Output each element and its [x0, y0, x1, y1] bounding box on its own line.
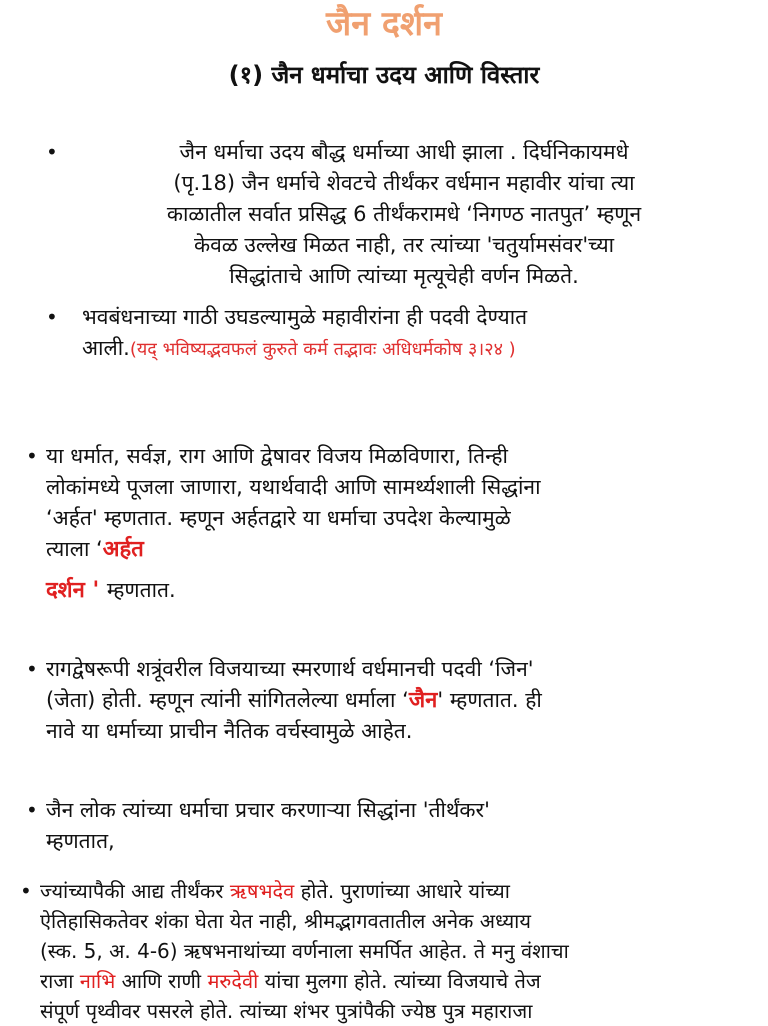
paragraph-6	[40, 876, 760, 1026]
highlight-marudevi: मरुदेवी	[207, 969, 259, 993]
paragraph-6-text: ज्यांच्यापैकी आद्य तीर्थंकर	[40, 879, 230, 903]
highlight-jain: जैन	[408, 688, 438, 713]
bullet-marker: •	[20, 879, 32, 903]
paragraph-4-line-3: नावे या धर्माच्या प्राचीन नैतिक वर्चस्वामुळे आहेत.	[46, 719, 413, 743]
paragraph-3-line-1: या धर्मात, सर्वज्ञ, राग आणि द्वेषावर विजय मिळविणारा, तिन्ही	[46, 444, 508, 468]
paragraph-1-line-2: (पृ.18) जैन धर्माचे शेवटचे तीर्थंकर वर्धमान महावीर यांचा त्या	[173, 171, 635, 195]
paragraph-3-line-5	[46, 575, 756, 606]
paragraph-5-line-2: म्हणतात,	[46, 829, 115, 853]
paragraph-2-line-1: भवबंधनाच्या गाठी उघडल्यामुळे महावीरांना ही पदवी देण्यात	[82, 305, 528, 329]
paragraph-3-line-2: लोकांमध्ये पूजला जाणारा, यथार्थवादी आणि सामर्थ्यशाली सिद्धांना	[46, 475, 541, 499]
paragraph-1	[64, 137, 744, 292]
highlight-darshan: दर्शन	[46, 578, 85, 603]
bullet-marker: •	[26, 657, 38, 681]
paragraph-4	[46, 654, 756, 747]
paragraph-4-text: ' म्हणतात. ही	[437, 688, 542, 712]
paragraph-1-line-4: केवळ उल्लेख मिळत नाही, तर त्यांच्या 'चतुर्यामसंवर'च्या	[193, 233, 615, 257]
bullet-marker: •	[46, 305, 58, 329]
paragraph-4-line-1: रागद्वेषरूपी शत्रूंवरील विजयाच्या स्मरणार्थ वर्धमानची पदवी ‘जिन'	[46, 657, 534, 681]
paragraph-2-line-2	[82, 333, 752, 365]
paragraph-3-line-4	[46, 534, 756, 565]
paragraph-6-line-1	[40, 876, 760, 906]
paragraph-6-line-5: संपूर्ण पृथ्वीवर पसरले होते. त्यांच्या शंभर पुत्रांपैकी ज्येष्ठ पुत्र महाराजा	[40, 999, 533, 1023]
paragraph-3-text: त्याला ‘	[46, 537, 103, 561]
paragraph-5	[46, 795, 756, 857]
paragraph-3-text: म्हणतात.	[106, 578, 176, 602]
paragraph-4-line-2	[46, 685, 756, 716]
highlight-nabhi: नाभि	[79, 969, 116, 993]
paragraph-6-text: यांचा मुलगा होते. त्यांच्या विजयाचे तेज	[258, 969, 541, 993]
paragraph-2-text: आली.	[82, 336, 130, 360]
page-title: जैन दर्शन	[326, 4, 442, 44]
paragraph-1-line-5: सिद्धांताचे आणि त्यांच्या मृत्यूचेही वर्णन मिळते.	[229, 264, 579, 288]
highlight-arhat: अर्हत	[102, 537, 144, 562]
paragraph-5-line-1: जैन लोक त्यांच्या धर्माचा प्रचार करणाऱ्या सिद्धांना 'तीर्थंकर'	[46, 798, 490, 822]
paragraph-1-line-1: जैन धर्माचा उदय बौद्ध धर्माच्या आधी झाला . दिर्घनिकायमधे	[179, 140, 629, 164]
highlight-rishabhdev: ऋषभदेव	[229, 879, 295, 903]
bullet-marker: •	[46, 140, 58, 164]
paragraph-1-line-3: काळातील सर्वात प्रसिद्ध 6 तीर्थंकरामधे ‘निगण्ठ नातपुत’ म्हणून	[166, 202, 642, 226]
paragraph-6-text: राजा	[40, 969, 80, 993]
closing-quote: '	[84, 578, 107, 603]
page-subtitle: (१) जैन धर्माचा उदय आणि विस्तार	[228, 61, 540, 89]
paragraph-6-line-3: (स्क. 5, अ. 4-6) ऋषभनाथांच्या वर्णनाला समर्पित आहेत. ते मनु वंशाचा	[40, 939, 569, 963]
paragraph-2	[82, 302, 752, 365]
paragraph-3	[46, 441, 756, 606]
bullet-marker: •	[26, 798, 38, 822]
scripture-reference: (यद् भविष्यद्भवफलं कुरुते कर्म तद्भावः अधिधर्मकोष ३।२४ )	[129, 339, 516, 360]
paragraph-6-line-4	[40, 966, 760, 996]
paragraph-6-line-2: ऐतिहासिकतेवर शंका घेता येत नाही, श्रीमद्भागवतातील अनेक अध्याय	[40, 909, 531, 933]
paragraph-4-text: (जेता) होती. म्हणून त्यांनी सांगितलेल्या धर्माला ‘	[46, 688, 409, 712]
paragraph-3-line-3: ‘अर्हत' म्हणतात. म्हणून अर्हतद्वारे या धर्माचा उपदेश केल्यामुळे	[46, 506, 511, 530]
bullet-marker: •	[26, 444, 38, 468]
paragraph-6-text: आणि राणी	[115, 969, 208, 993]
paragraph-6-text: होते. पुराणांच्या आधारे यांच्या	[294, 879, 510, 903]
